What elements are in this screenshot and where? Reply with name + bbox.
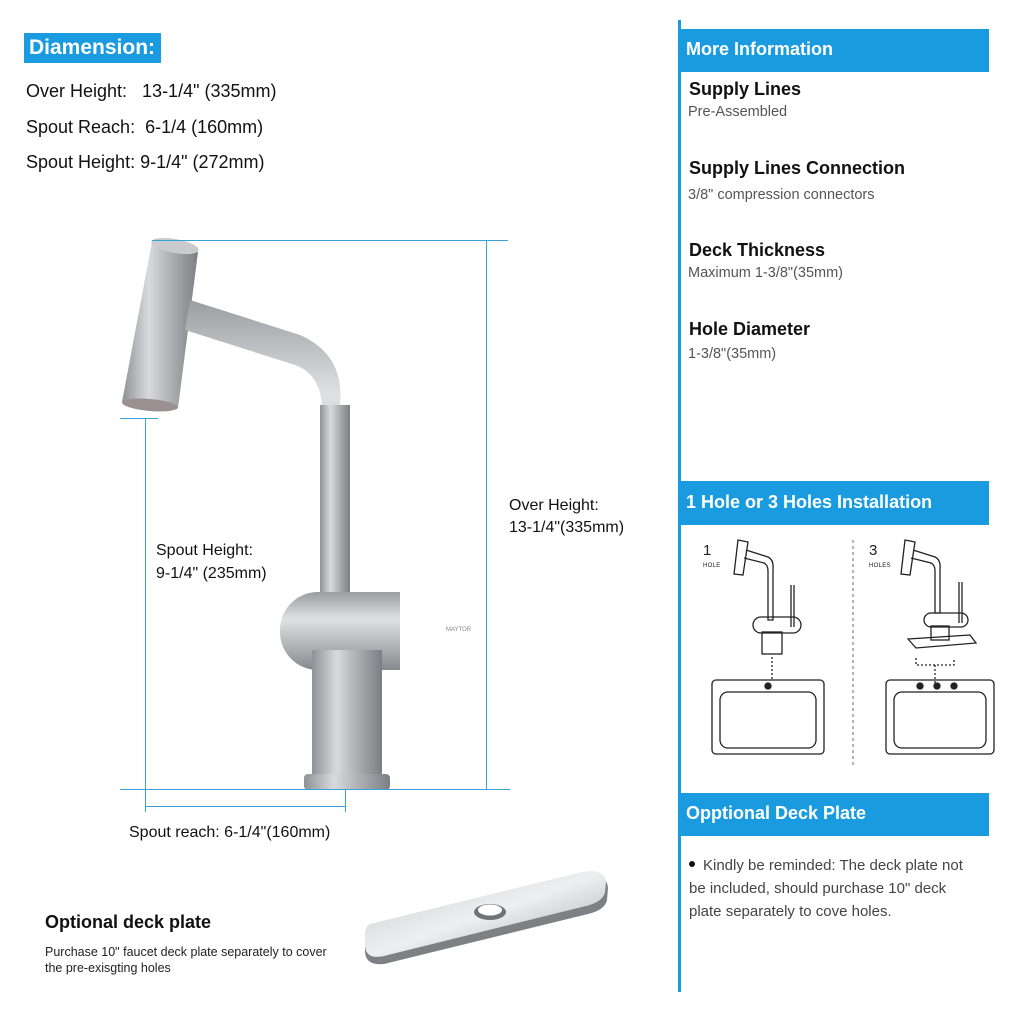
dimension-heading: Diamension: <box>24 33 161 63</box>
deck-plate-note-text: Kindly be reminded: The deck plate not be included, should purchase 10" deck plate separately to cove holes. <box>689 857 963 920</box>
three-holes-number: 3 <box>869 542 878 559</box>
supply-lines-title: Supply Lines <box>689 79 802 99</box>
more-info-heading: More Information <box>679 29 989 72</box>
installation-heading: 1 Hole or 3 Holes Installation <box>679 481 989 525</box>
one-hole-number: 1 <box>703 542 712 559</box>
over-height-label: Over Height: <box>509 497 599 514</box>
spout-reach-label: Spout reach: 6-1/4"(160mm) <box>129 824 331 841</box>
optional-plate-title: Optional deck plate <box>45 912 212 932</box>
deck-plate-heading: Opptional Deck Plate <box>679 793 989 836</box>
hole-diameter-value: 1-3/8"(35mm) <box>688 346 777 362</box>
spout-height-label: Spout Height: <box>156 542 253 559</box>
deck-thickness-value: Maximum 1-3/8"(35mm) <box>688 265 844 281</box>
over-height-value: 13-1/4"(335mm) <box>509 519 625 536</box>
brand-mark: MAYTOR <box>446 627 472 633</box>
spout-height-spec: Spout Height: 9-1/4" (272mm) <box>26 152 265 172</box>
spout-reach-spec: Spout Reach: 6-1/4 (160mm) <box>26 117 264 137</box>
installation-diagram <box>690 535 1000 770</box>
bullet-icon <box>689 861 695 867</box>
three-holes-label: HOLES <box>869 563 891 569</box>
one-hole-label: HOLE <box>703 563 721 569</box>
hole-diameter-title: Hole Diameter <box>689 319 811 339</box>
optional-plate-description: Purchase 10" faucet deck plate separately to cover the pre-exisgting holes <box>45 945 327 975</box>
deck-plate-image <box>362 868 612 978</box>
spout-height-value: 9-1/4" (235mm) <box>156 565 267 582</box>
over-height-spec: Over Height: 13-1/4" (335mm) <box>26 81 277 101</box>
supply-connection-value: 3/8" compression connectors <box>688 187 875 203</box>
supply-connection-title: Supply Lines Connection <box>689 158 906 178</box>
supply-lines-value: Pre-Assembled <box>688 104 788 120</box>
deck-thickness-title: Deck Thickness <box>689 240 826 260</box>
deck-plate-note <box>689 854 979 923</box>
